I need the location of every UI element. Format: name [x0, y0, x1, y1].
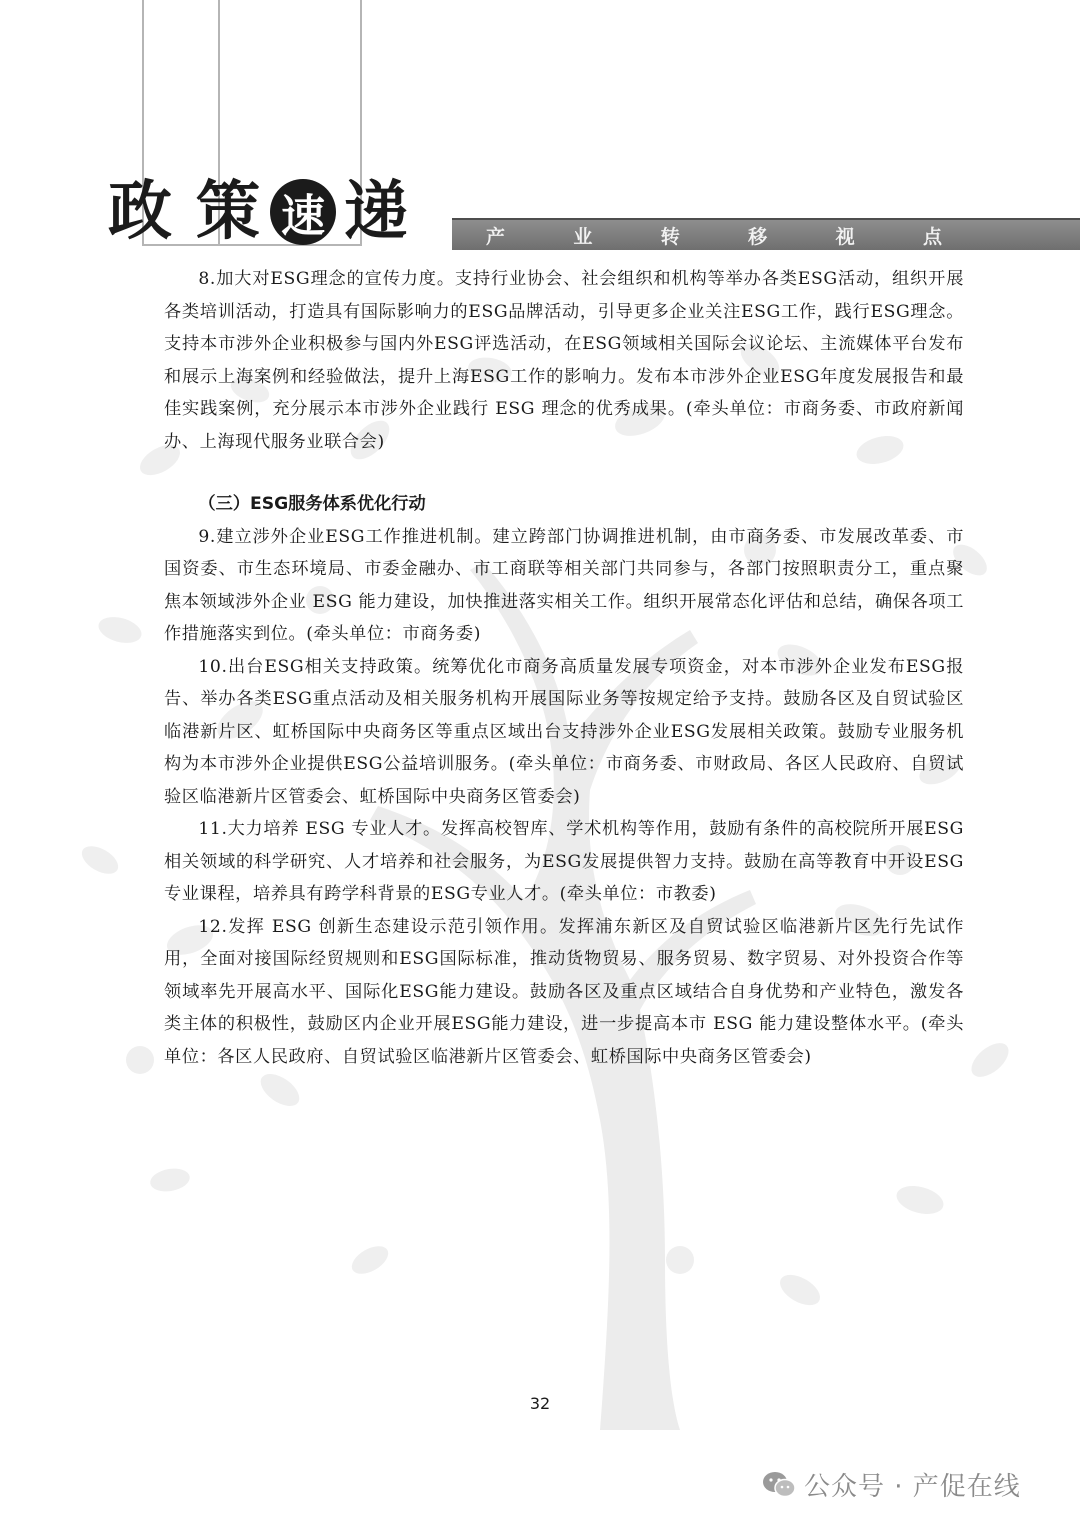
title-char-2: 策: [196, 174, 262, 249]
section-heading: （三）ESG服务体系优化行动: [198, 494, 426, 514]
band-char: 视: [835, 225, 855, 248]
wechat-icon: [762, 1471, 796, 1499]
paragraph-12: 12.发挥 ESG 创新生态建设示范引领作用。发挥浦东新区及自贸试验区临港新片区先行先试作用，全面对接国际经贸规则和ESG国际标准，推动货物贸易、服务贸易、数字贸易、对外投资合作等领域率先开展高水平、国际化ESG能力建设。鼓励各区及重点区域结合自身优势和产业特色，激发各类主体的积极性，鼓励区内企业开展ESG能力建设，进一步提高本市 ESG 能力建设整体水平。(牵头单位：各区人民政府、自贸试验区临港新片区管委会、虹桥国际中央商务区管委会): [164, 916, 964, 1067]
column-title: [108, 176, 410, 248]
paragraph-11: 11.大力培养 ESG 专业人才。发挥高校智库、学术机构等作用，鼓励有条件的高校院所开展ESG相关领域的科学研究、人才培养和社会服务，为ESG发展提供智力支持。鼓励在高等教育中开设ESG专业课程，培养具有跨学科背景的ESG专业人才。(牵头单位：市教委): [164, 819, 964, 904]
band-char: 转: [660, 225, 680, 248]
paragraph-8: 8.加大对ESG理念的宣传力度。支持行业协会、社会组织和机构等举办各类ESG活动，组织开展各类培训活动，打造具有国际影响力的ESG品牌活动，引导更多企业关注ESG工作，践行ESG理念。支持本市涉外企业积极参与国内外ESG评选活动，在ESG领域相关国际会议论坛、主流媒体平台发布和展示上海案例和经验做法，提升上海ESG工作的影响力。发布本市涉外企业ESG年度发展报告和最佳实践案例，充分展示本市涉外企业践行 ESG 理念的优秀成果。(牵头单位：市商务委、市政府新闻办、上海现代服务业联合会): [164, 269, 964, 452]
watermark-text: 公众号 · 产促在线: [804, 1472, 1021, 1502]
document-body: [164, 263, 964, 1073]
band-char: 业: [573, 225, 593, 248]
title-seal: 速: [270, 179, 336, 245]
band-char: 产: [486, 225, 506, 248]
paragraph-10: 10.出台ESG相关支持政策。统筹优化市商务高质量发展专项资金，对本市涉外企业发布ESG报告、举办各类ESG重点活动及相关服务机构开展国际业务等按规定给予支持。鼓励各区及自贸试验区临港新片区、虹桥国际中央商务区等重点区域出台支持涉外企业ESG发展相关政策。鼓励专业服务机构为本市涉外企业提供ESG公益培训服务。(牵头单位：市商务委、市财政局、各区人民政府、自贸试验区临港新片区管委会、虹桥国际中央商务区管委会): [164, 656, 964, 807]
band-char: 移: [748, 225, 768, 248]
account-watermark: [762, 1466, 1021, 1503]
section-band: [452, 218, 1080, 250]
page-number: 32: [529, 1394, 551, 1413]
paragraph-9: 9.建立涉外企业ESG工作推进机制。建立跨部门协调推进机制，由市商务委、市发展改革委、市国资委、市生态环境局、市委金融办、市工商联等相关部门共同参与，各部门按照职责分工，重点聚焦本领域涉外企业 ESG 能力建设，加快推进落实相关工作。组织开展常态化评估和总结，确保各项工作措施落实到位。(牵头单位：市商务委): [164, 526, 964, 644]
title-char-4: 递: [344, 174, 410, 249]
band-char: 点: [922, 225, 942, 248]
title-char-1: 政: [108, 174, 174, 249]
